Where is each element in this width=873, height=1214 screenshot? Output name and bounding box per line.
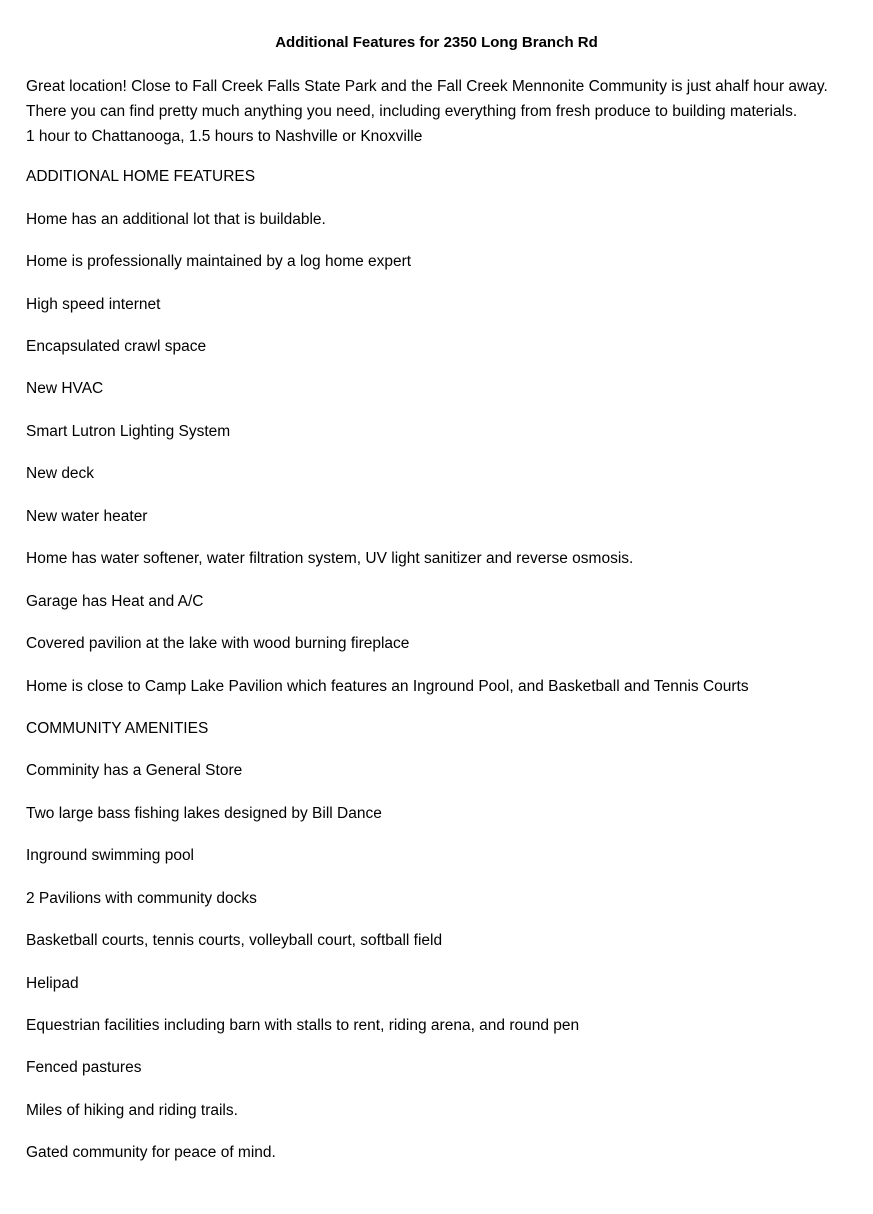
home-feature-item: Home has an additional lot that is buildable. bbox=[26, 211, 326, 228]
home-feature-item: New HVAC bbox=[26, 380, 104, 397]
community-amenity-item: 2 Pavilions with community docks bbox=[26, 890, 257, 907]
home-feature-item: New water heater bbox=[26, 508, 148, 525]
document-title: Additional Features for 2350 Long Branch Rd bbox=[275, 34, 598, 51]
home-feature-item: Smart Lutron Lighting System bbox=[26, 423, 231, 440]
community-amenity-item: Gated community for peace of mind. bbox=[26, 1144, 276, 1161]
intro-line: 1 hour to Chattanooga, 1.5 hours to Nashville or Knoxville bbox=[26, 128, 423, 145]
home-features-heading: ADDITIONAL HOME FEATURES bbox=[26, 168, 256, 185]
community-amenity-item: Comminity has a General Store bbox=[26, 762, 243, 779]
community-amenity-item: Fenced pastures bbox=[26, 1059, 142, 1076]
home-feature-item: Home has water softener, water filtration system, UV light sanitizer and reverse osmosis. bbox=[26, 550, 634, 567]
community-amenity-item: Helipad bbox=[26, 975, 79, 992]
community-amenity-item: Two large bass fishing lakes designed by Bill Dance bbox=[26, 805, 382, 822]
community-amenity-item: Basketball courts, tennis courts, volleyball court, softball field bbox=[26, 932, 443, 949]
community-amenities-heading: COMMUNITY AMENITIES bbox=[26, 720, 209, 737]
home-feature-item: New deck bbox=[26, 465, 95, 482]
intro-line: Great location! Close to Fall Creek Falls State Park and the Fall Creek Mennonite Community is just ahalf hour away. bbox=[26, 78, 828, 95]
community-amenity-item: Equestrian facilities including barn with stalls to rent, riding arena, and round pen bbox=[26, 1017, 580, 1034]
home-feature-item: Covered pavilion at the lake with wood burning fireplace bbox=[26, 635, 410, 652]
community-amenity-item: Inground swimming pool bbox=[26, 847, 195, 864]
home-feature-item: High speed internet bbox=[26, 296, 161, 313]
intro-line: There you can find pretty much anything you need, including everything from fresh produce to building materials. bbox=[26, 103, 798, 120]
intro-paragraph bbox=[26, 74, 866, 149]
home-feature-item: Garage has Heat and A/C bbox=[26, 593, 204, 610]
home-feature-item: Home is professionally maintained by a log home expert bbox=[26, 253, 412, 270]
home-feature-item: Encapsulated crawl space bbox=[26, 338, 207, 355]
home-feature-item: Home is close to Camp Lake Pavilion which features an Inground Pool, and Basketball and Tennis Courts bbox=[26, 678, 749, 695]
community-amenity-item: Miles of hiking and riding trails. bbox=[26, 1102, 238, 1119]
